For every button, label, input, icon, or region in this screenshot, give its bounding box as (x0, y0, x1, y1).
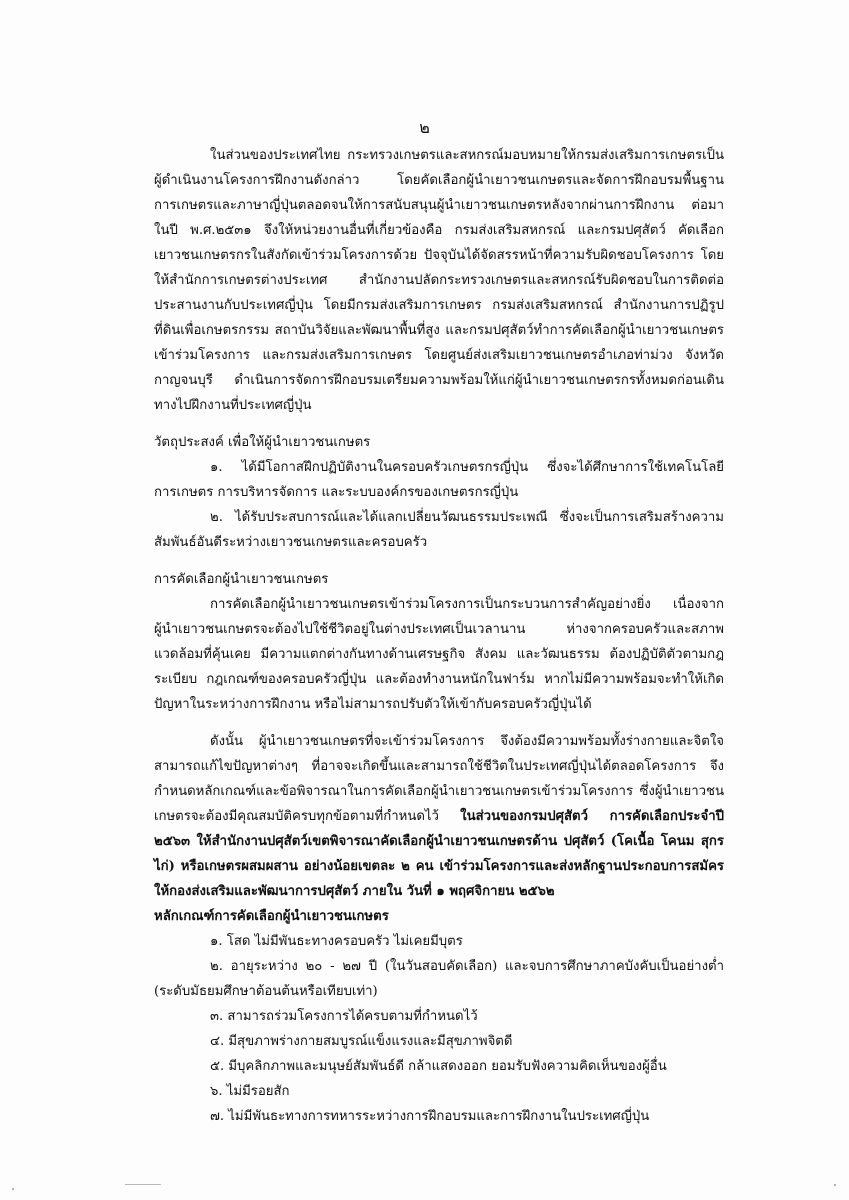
selection-paragraph-2-bold: ในส่วนของกรมปศุสัตว์ การคัดเลือกประจำปี ๒๕๖๓ ให้สำนักงานปศุสัตว์เขตพิจารณาคัดเลือกผู้นำเยาวชนเกษตรด้าน ปศุสัตว์ (โคเนื้อ โคนม สุกร ไก่) หรือเกษตรผสมผสาน อย่างน้อยเขตละ ๒ คน เข้าร่วมโครงการและส่งหลักฐานประกอบการสมัครให้กองส่งเสริมและพัฒนาการปศุสัตว์ ภายใน วันที่ ๑ พฤศจิกายน ๒๕๖๒ (154, 809, 724, 899)
document-body (154, 143, 724, 1129)
criteria-item-1: ๑. โสด ไม่มีพันธะทางครอบครัว ไม่เคยมีบุตร (210, 934, 463, 949)
criteria-item-2: ๒. อายุระหว่าง ๒๐ - ๒๗ ปี (ในวันสอบคัดเลือก) และจบการศึกษาภาคบังคับเป็นอย่างต่ำ (ระดับมัธยมศึกษาต้อนต้นหรือเทียบเท่า) (154, 959, 724, 999)
objective-item-2: ๒. ได้รับประสบการณ์และได้แลกเปลี่ยนวัฒนธรรมประเพณี ซึ่งจะเป็นการเสริมสร้างความสัมพันธ์อันดีระหว่างเยาวชนเกษตรและครอบครัว (154, 510, 724, 550)
objectives-heading: วัตถุประสงค์ เพื่อให้ผู้นำเยาวชนเกษตร (154, 435, 371, 450)
scan-speck (834, 1184, 836, 1186)
criteria-item-5: ๕. มีบุคลิกภาพและมนุษย์สัมพันธ์ดี กล้าแสดงออก ยอมรับฟังความคิดเห็นของผู้อื่น (210, 1059, 667, 1074)
criteria-item-3: ๓. สามารถร่วมโครงการได้ครบตามที่กำหนดไว้ (210, 1009, 478, 1024)
scan-speck (12, 1188, 14, 1190)
criteria-heading: หลักเกณฑ์การคัดเลือกผู้นำเยาวชนเกษตร (154, 909, 389, 924)
objective-item-1: ๑. ได้มีโอกาสฝึกปฏิบัติงานในครอบครัวเกษตรกรญี่ปุ่น ซึ่งจะได้ศึกษาการใช้เทคโนโลยีการเกษตร การบริหารจัดการ และระบบองค์กรของเกษตรกรญี่ปุ่น (154, 460, 724, 500)
scan-smudge-bottom (125, 1184, 161, 1185)
selection-paragraph-2-normal: ดังนั้น ผู้นำเยาวชนเกษตรที่จะเข้าร่วมโครงการ จึงต้องมีความพร้อมทั้งร่างกายและจิตใจ สามารถแก้ไขปัญหาต่างๆ ที่อาจจะเกิดขึ้นและสามารถใช้ชีวิตในประเทศญี่ปุ่นได้ตลอดโครงการ จึงกำหนดหลักเกณฑ์และข้อพิจารณาในการคัดเลือกผู้นำเยาวชนเกษตรเข้าร่วมโครงการ ซึ่งผู้นำเยาวชนเกษตรจะต้องมีคุณสมบัติครบทุกข้อตามที่กำหนดไว้ (154, 734, 724, 824)
selection-paragraph-1: การคัดเลือกผู้นำเยาวชนเกษตรเข้าร่วมโครงการเป็นกระบวนการสำคัญอย่างยิ่ง เนื่องจากผู้นำเยาวชนเกษตรจะต้องไปใช้ชีวิตอยู่ในต่างประเทศเป็นเวลานาน ห่างจากครอบครัวและสภาพแวดล้อมที่คุ้นเคย มีความแตกต่างกันทางด้านเศรษฐกิจ สังคม และวัฒนธรรม ต้องปฏิบัติตัวตามกฎระเบียบ กฎเกณฑ์ของครอบครัวญี่ปุ่น และต้องทำงานหนักในฟาร์ม หากไม่มีความพร้อมจะทำให้เกิดปัญหาในระหว่างการฝึกงาน หรือไม่สามารถปรับตัวให้เข้ากับครอบครัวญี่ปุ่นได้ (154, 597, 724, 712)
intro-paragraph: ในส่วนของประเทศไทย กระทรวงเกษตรและสหกรณ์มอบหมายให้กรมส่งเสริมการเกษตรเป็นผู้ดำเนินงานโครงการฝึกงานดังกล่าว โดยคัดเลือกผู้นำเยาวชนเกษตรและจัดการฝึกอบรมพื้นฐานการเกษตรและภาษาญี่ปุ่นตลอดจนให้การสนับสนุนผู้นำเยาวชนเกษตรหลังจากผ่านการฝึกงาน ต่อมาในปี พ.ศ.๒๕๓๑ จึงให้หน่วยงานอื่นที่เกี่ยวข้องคือ กรมส่งเสริมสหกรณ์ และกรมปศุสัตว์ คัดเลือกเยาวชนเกษตรกรในสังกัดเข้าร่วมโครงการด้วย ปัจจุบันได้จัดสรรหน้าที่ความรับผิดชอบโครงการ โดยให้สำนักการเกษตรต่างประเทศ สำนักงานปลัดกระทรวงเกษตรและสหกรณ์รับผิดชอบในการติดต่อประสานงานกับประเทศญี่ปุ่น โดยมีกรมส่งเสริมการเกษตร กรมส่งเสริมสหกรณ์ สำนักงานการปฏิรูปที่ดินเพื่อเกษตรกรรม สถาบันวิจัยและพัฒนาพื้นที่สูง และกรมปศุสัตว์ทำการคัดเลือกผู้นำเยาวชนเกษตรเข้าร่วมโครงการ และกรมส่งเสริมการเกษตร โดยศูนย์ส่งเสริมเยาวชนเกษตรอำเภอท่าม่วง จังหวัดกาญจนบุรี ดำเนินการจัดการฝึกอบรมเตรียมความพร้อมให้แก่ผู้นำเยาวชนเกษตรกรทั้งหมดก่อนเดินทางไปฝึกงานที่ประเทศญี่ปุ่น (154, 148, 724, 413)
selection-heading: การคัดเลือกผู้นำเยาวชนเกษตร (154, 572, 329, 587)
criteria-item-6: ๖. ไม่มีรอยสัก (210, 1084, 290, 1099)
criteria-item-4: ๔. มีสุขภาพร่างกายสมบูรณ์แข็งแรงและมีสุขภาพจิตดี (210, 1034, 513, 1049)
criteria-item-7: ๗. ไม่มีพันธะทางการทหารระหว่างการฝึกอบรมและการฝึกงานในประเทศญี่ปุ่น (210, 1109, 650, 1124)
page-number: ๒ (419, 118, 430, 137)
selection-paragraph-2 (154, 729, 724, 904)
